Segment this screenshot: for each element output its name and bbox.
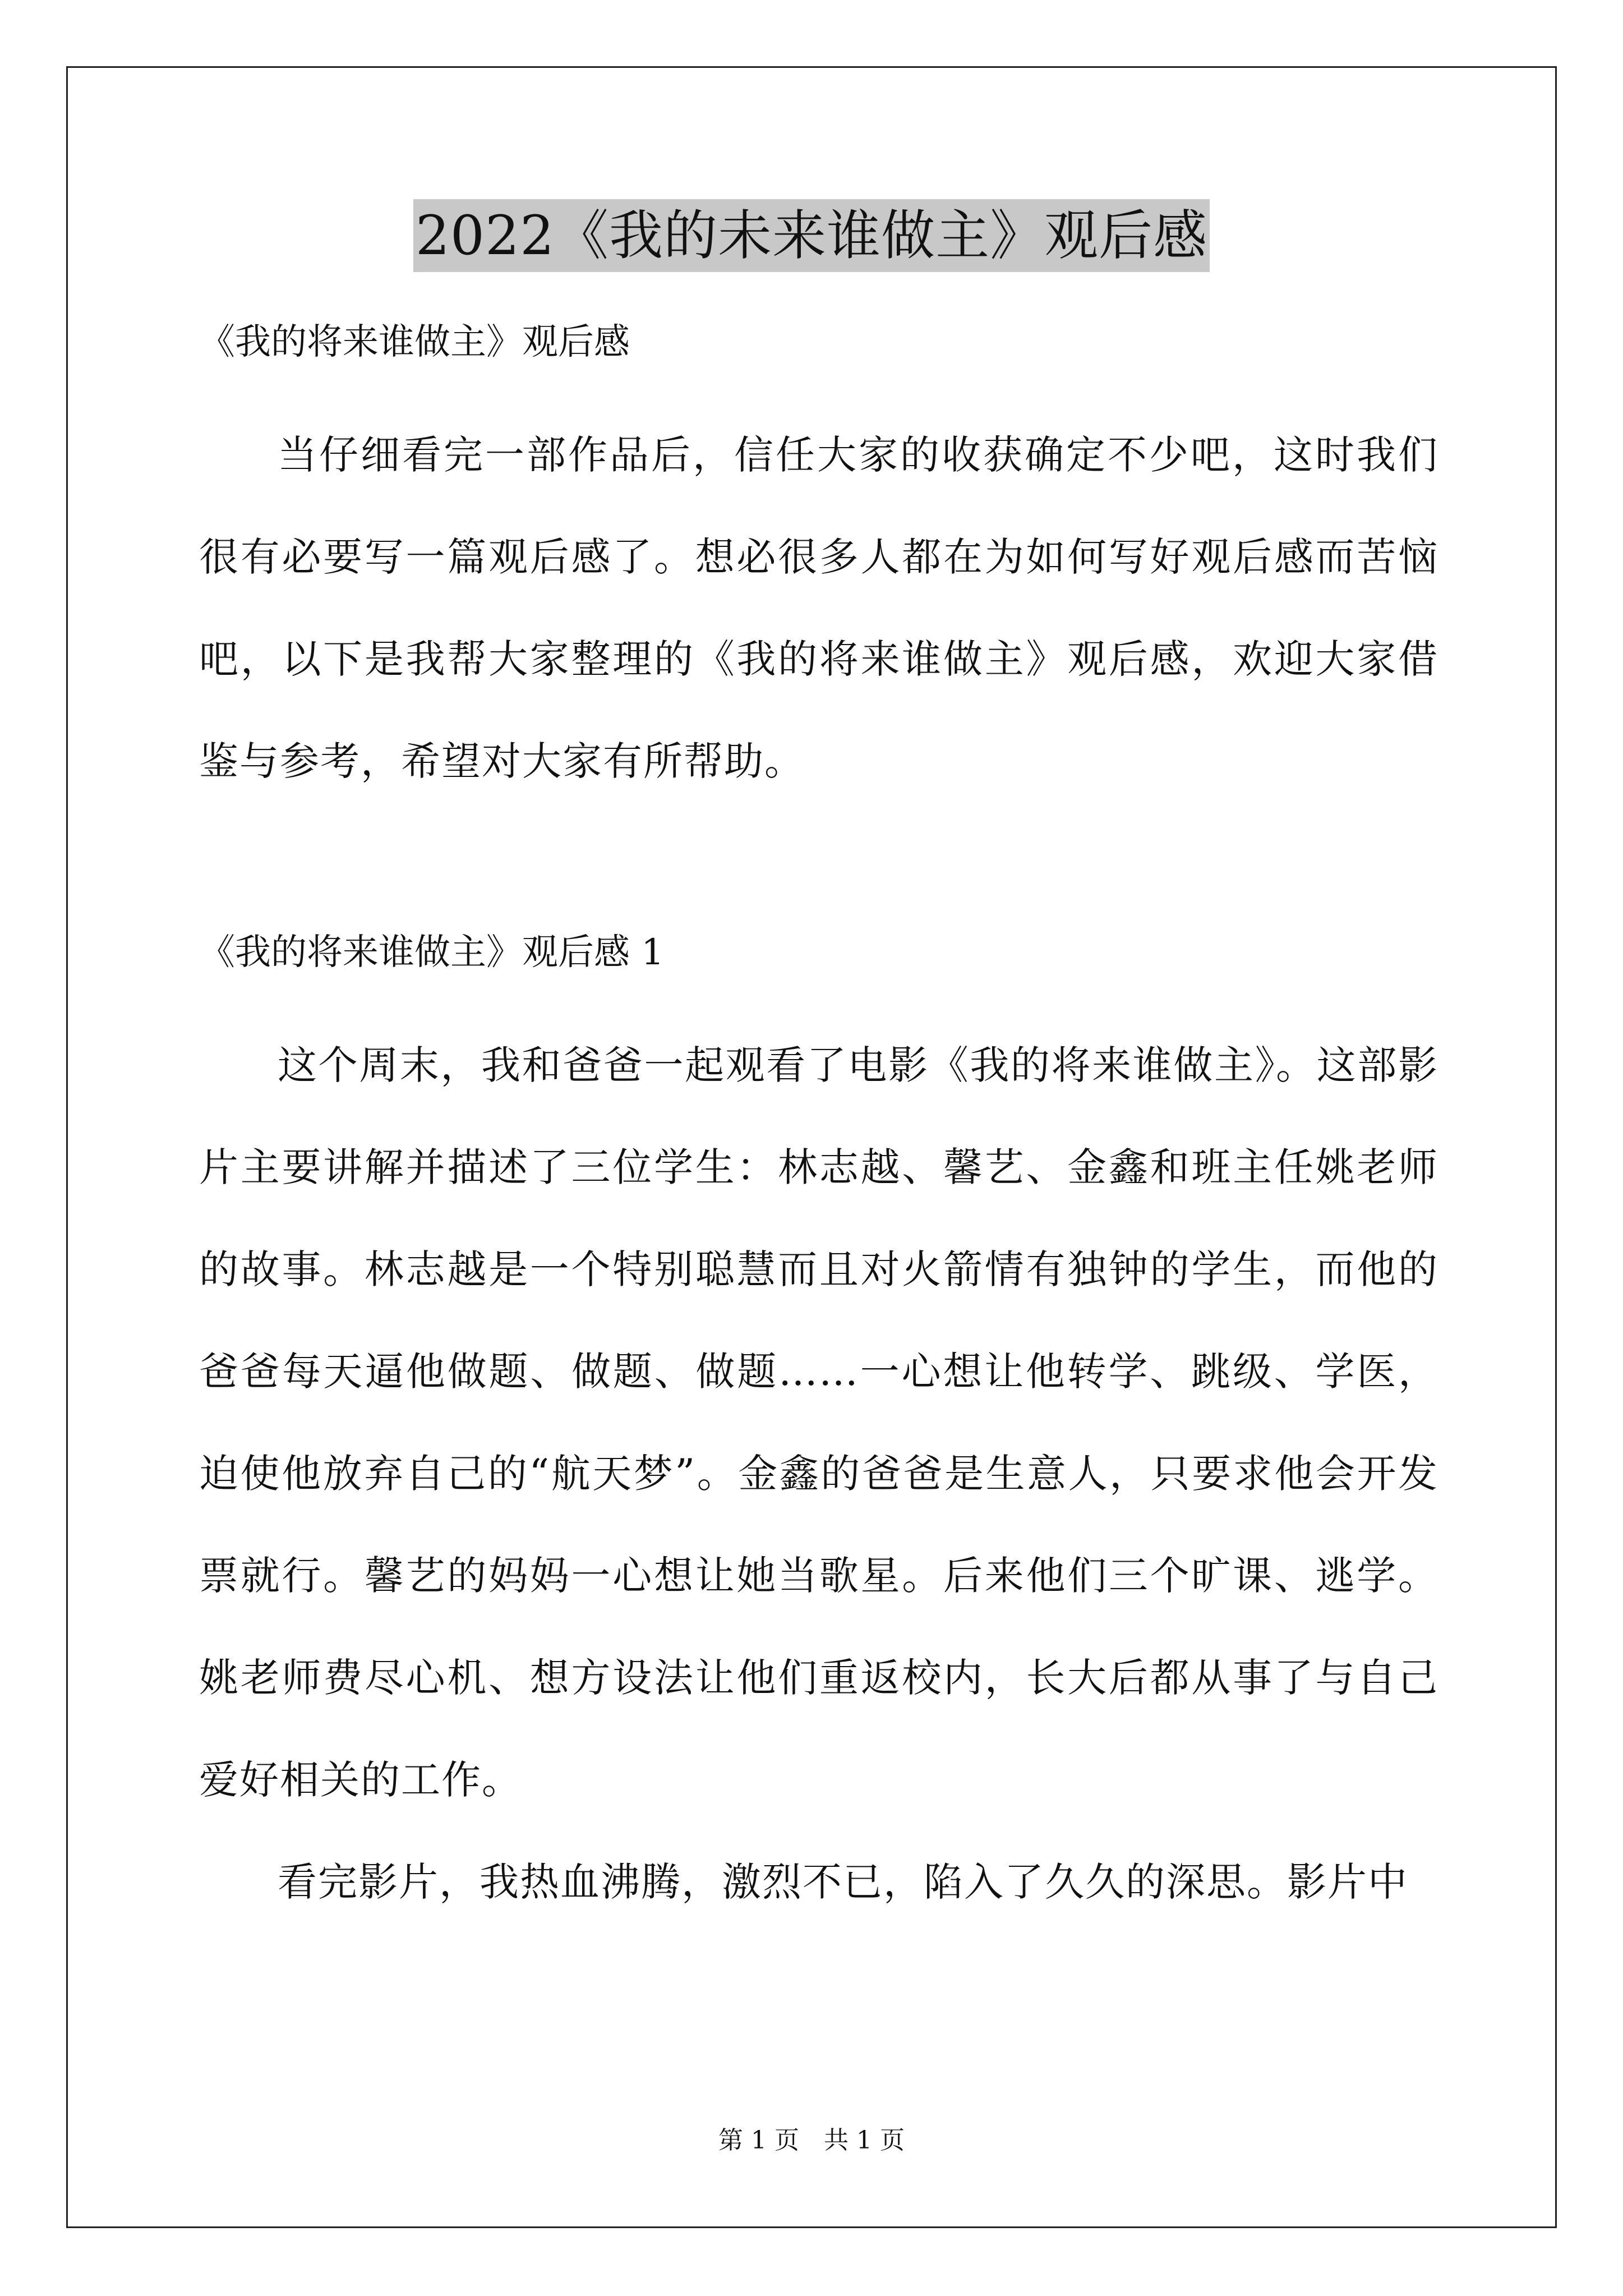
section1-heading: 《我的将来谁做主》观后感 1 xyxy=(199,932,665,973)
page-footer: 第 1 页 共 1 页 xyxy=(718,2126,905,2155)
document-title: 2022《我的未来谁做主》观后感 xyxy=(413,199,1210,272)
section1-paragraph-2: 看完影片，我热血沸腾，激烈不已，陷入了久久的深思。影片中 xyxy=(278,1859,1408,1905)
document-body xyxy=(199,320,1438,1933)
intro-paragraph: 当仔细看完一部作品后，信任大家的收获确定不少吧，这时我们很有必要写一篇观后感了。想必很多人都在为如何写好观后感而苦恼吧，以下是我帮大家整理的《我的将来谁做主》观后感，欢迎大家借鉴与参考，希望对大家有所帮助。 xyxy=(199,432,1438,784)
spacer xyxy=(199,365,1438,404)
title-container xyxy=(0,199,1623,272)
spacer xyxy=(199,975,1438,1014)
intro-heading: 《我的将来谁做主》观后感 xyxy=(199,321,630,363)
section1-paragraph-1: 这个周末，我和爸爸一起观看了电影《我的将来谁做主》。这部影片主要讲解并描述了三位学生：林志越、馨艺、金鑫和班主任姚老师的故事。林志越是一个特别聪慧而且对火箭情有独钟的学生，而他的爸爸每天逼他做题、做题、做题……一心想让他转学、跳级、学医，迫使他放弃自己的“航天梦”。金鑫的爸爸是生意人，只要求他会开发票就行。馨艺的妈妈一心想让她当歌星。后来他们三个旷课、逃学。姚老师费尽心机、想方设法让他们重返校内，长大后都从事了与自己爱好相关的工作。 xyxy=(199,1042,1438,1803)
spacer xyxy=(199,812,1438,930)
